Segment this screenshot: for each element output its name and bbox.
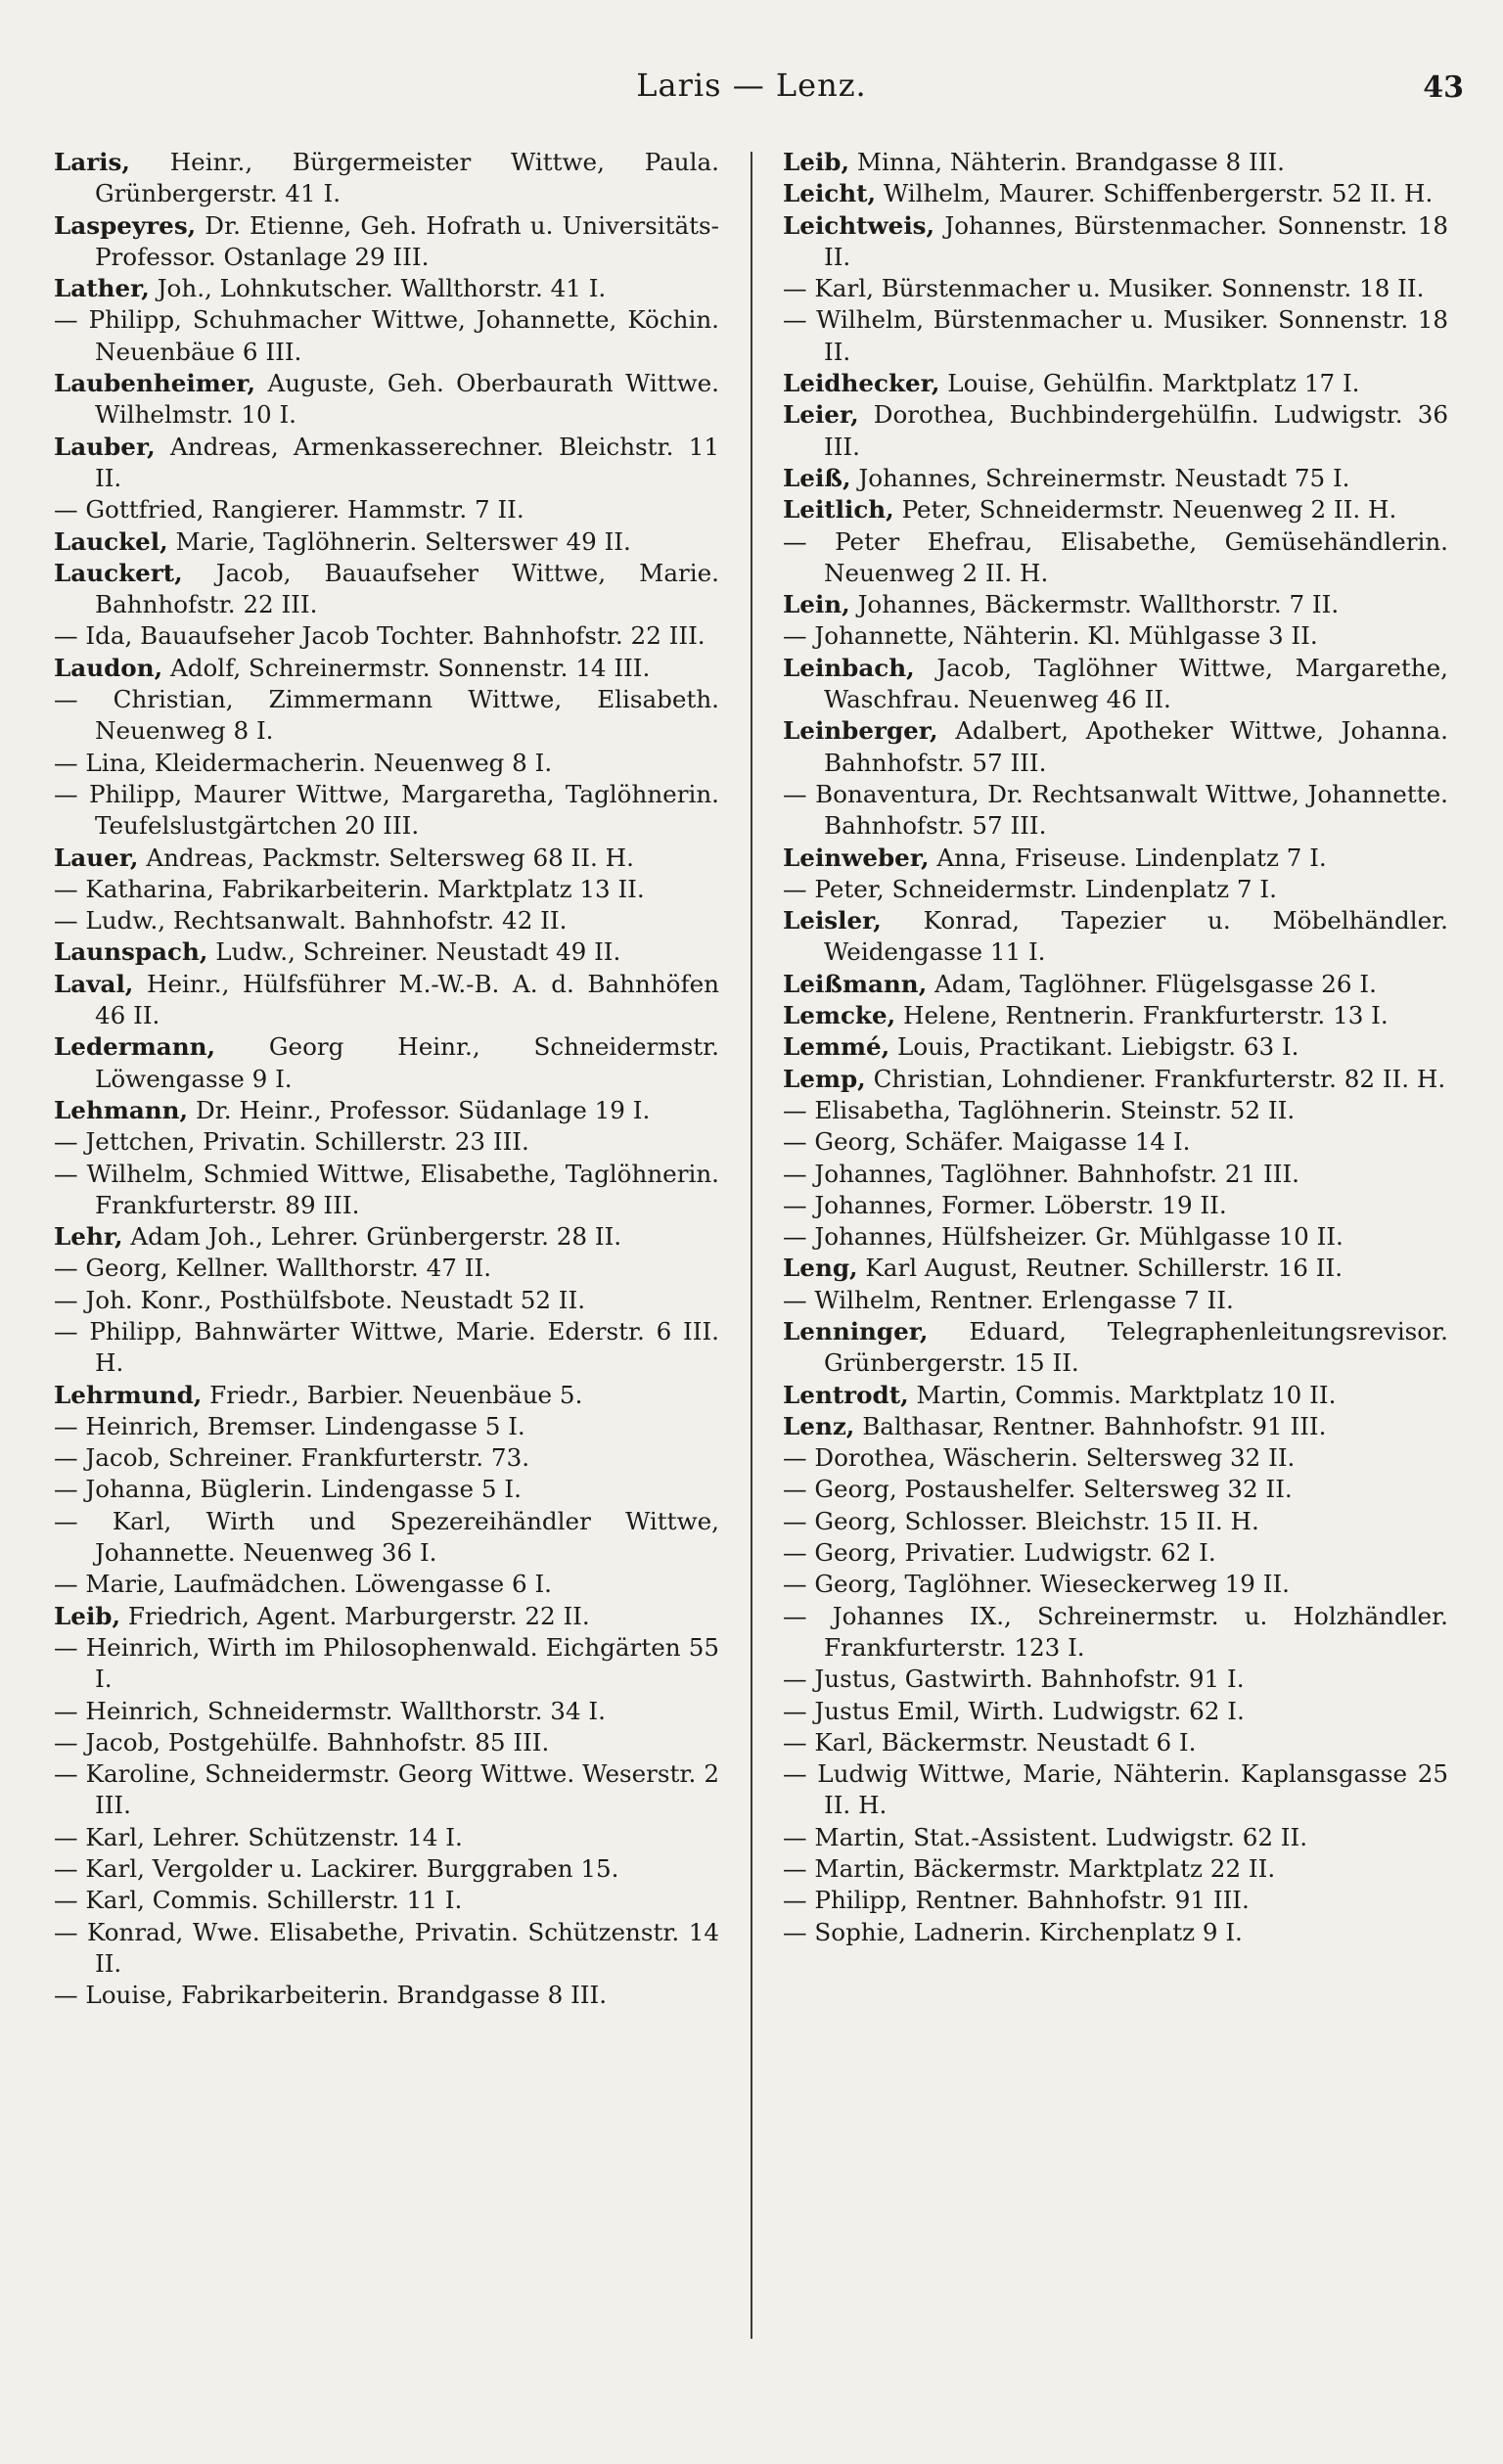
entry-details: Peter, Schneidermstr. Neuenweg 2 II. H. xyxy=(901,495,1397,525)
directory-entry xyxy=(54,210,719,274)
directory-entry xyxy=(54,653,719,684)
entry-details: — Johannes, Former. Löberstr. 19 II. xyxy=(783,1190,1227,1219)
entry-details: — Sophie, Ladnerin. Kirchenplatz 9 I. xyxy=(783,1917,1243,1946)
directory-entry xyxy=(783,1822,1448,1853)
directory-entry xyxy=(783,1853,1448,1885)
entry-details: Georg Heinr., Schneidermstr. Löwengasse 9 I. xyxy=(95,1032,719,1093)
directory-entry xyxy=(54,1316,719,1380)
directory-entry xyxy=(783,653,1448,716)
directory-entry xyxy=(783,1727,1448,1758)
entry-surname: Lehrmund, xyxy=(54,1380,203,1409)
entry-details: Jacob, Bauaufseher Wittwe, Marie. Bahnhofstr. 22 III. xyxy=(95,558,719,619)
entry-details: Helene, Rentnerin. Frankfurterstr. 13 I. xyxy=(903,1001,1389,1030)
entry-details: Heinr., Hülfsführer M.-W.-B. A. d. Bahnhöfen 46 II. xyxy=(95,969,719,1030)
directory-entry xyxy=(783,1569,1448,1600)
entry-surname: Ledermann, xyxy=(54,1032,216,1062)
entry-details: — Karl, Bürstenmacher u. Musiker. Sonnenstr. 18 II. xyxy=(783,274,1425,303)
directory-entry xyxy=(54,526,719,558)
directory-entry xyxy=(783,494,1448,525)
entry-surname: Lehmann, xyxy=(54,1095,189,1124)
entry-details: — Jacob, Postgehülfe. Bahnhofstr. 85 III. xyxy=(54,1727,550,1757)
directory-entry xyxy=(54,1727,719,1758)
entry-details: — Jettchen, Privatin. Schillerstr. 23 III. xyxy=(54,1127,529,1157)
entry-details: — Karl, Wirth und Spezereihändler Wittwe, Johannette. Neuenweg 36 I. xyxy=(54,1506,719,1568)
entry-surname: Lather, xyxy=(54,274,150,303)
entry-details: — Georg, Schlosser. Bleichstr. 15 II. H. xyxy=(783,1506,1259,1535)
entry-details: Adolf, Schreinermstr. Sonnenstr. 14 III. xyxy=(169,653,651,682)
entry-details: Johannes, Bürstenmacher. Sonnenstr. 18 II. xyxy=(824,210,1448,271)
entry-details: — Philipp, Rentner. Bahnhofstr. 91 III. xyxy=(783,1886,1250,1915)
directory-entry xyxy=(783,1917,1448,1948)
entry-surname: Lehr, xyxy=(54,1222,123,1252)
entry-details: Minna, Nähterin. Brandgasse 8 III. xyxy=(856,148,1285,176)
directory-entry xyxy=(783,1126,1448,1158)
entry-details: — Heinrich, Wirth im Philosophenwald. Eichgärten 55 I. xyxy=(54,1632,719,1694)
entry-surname: Laubenheimer, xyxy=(54,369,256,398)
directory-entry xyxy=(783,1506,1448,1537)
entry-surname: Leißmann, xyxy=(783,969,928,998)
directory-entry xyxy=(783,1474,1448,1505)
directory-entry xyxy=(783,779,1448,843)
directory-entry xyxy=(54,1822,719,1853)
entry-details: — Peter Ehefrau, Elisabethe, Gemüsehändlerin. Neuenweg 2 II. H. xyxy=(783,526,1448,587)
entry-surname: Lauber, xyxy=(54,432,156,461)
entry-details: Dr. Etienne, Geh. Hofrath u. Universitäts-Professor. Ostanlage 29 III. xyxy=(95,210,719,271)
entry-details: — Georg, Privatier. Ludwigstr. 62 I. xyxy=(783,1538,1216,1568)
directory-entry xyxy=(783,1190,1448,1221)
entry-surname: Leinbach, xyxy=(783,653,915,682)
directory-entry xyxy=(54,1285,719,1316)
entry-surname: Launspach, xyxy=(54,937,208,967)
directory-entry xyxy=(783,526,1448,590)
entry-surname: Leicht, xyxy=(783,179,877,208)
entry-details: — Louise, Fabrikarbeiterin. Brandgasse 8 III. xyxy=(54,1981,608,2010)
directory-entry xyxy=(783,905,1448,969)
entry-details: — Philipp, Schuhmacher Wittwe, Johannette, Köchin. Neuenbäue 6 III. xyxy=(54,305,719,366)
entry-details: — Ludw., Rechtsanwalt. Bahnhofstr. 42 II. xyxy=(54,906,568,935)
entry-surname: Lauckert, xyxy=(54,558,183,587)
left-column xyxy=(54,147,719,2012)
directory-entry xyxy=(54,273,719,304)
directory-entry xyxy=(783,969,1448,1000)
directory-entry xyxy=(54,1980,719,2011)
entry-details: Adam Joh., Lehrer. Grünbergerstr. 28 II. xyxy=(130,1222,622,1252)
directory-entry xyxy=(54,1126,719,1158)
entry-details: Louise, Gehülfin. Marktplatz 17 I. xyxy=(947,369,1360,398)
directory-entry xyxy=(783,1442,1448,1474)
directory-entry xyxy=(783,1253,1448,1284)
entry-surname: Lemp, xyxy=(783,1064,866,1093)
entry-details: — Peter, Schneidermstr. Lindenplatz 7 I. xyxy=(783,874,1277,903)
entry-surname: Leiß, xyxy=(783,463,851,492)
entry-details: — Bonaventura, Dr. Rechtsanwalt Wittwe, Johannette. Bahnhofstr. 57 III. xyxy=(783,779,1448,841)
directory-entry xyxy=(54,432,719,495)
entry-details: — Heinrich, Schneidermstr. Wallthorstr. 34 I. xyxy=(54,1696,606,1725)
entry-surname: Laval, xyxy=(54,969,134,998)
entry-surname: Leinberger, xyxy=(783,716,938,746)
entry-details: Adalbert, Apotheker Wittwe, Johanna. Bahnhofstr. 57 III. xyxy=(824,716,1448,777)
entry-details: — Katharina, Fabrikarbeiterin. Marktplatz 13 II. xyxy=(54,874,645,903)
directory-entry xyxy=(783,178,1448,209)
entry-details: Christian, Lohndiener. Frankfurterstr. 82 II. H. xyxy=(873,1064,1446,1093)
directory-entry xyxy=(54,1380,719,1411)
entry-details: Eduard, Telegraphenleitungsrevisor. Grünbergerstr. 15 II. xyxy=(824,1316,1448,1378)
entry-details: — Karl, Bäckermstr. Neustadt 6 I. xyxy=(783,1727,1197,1757)
running-title: Laris — Lenz. xyxy=(636,67,867,104)
entry-surname: Leib, xyxy=(783,148,850,176)
directory-entry xyxy=(54,620,719,652)
entry-details: — Lina, Kleidermacherin. Neuenweg 8 I. xyxy=(54,748,553,777)
directory-entry xyxy=(783,1758,1448,1822)
directory-entry xyxy=(54,684,719,748)
entry-details: Louis, Practikant. Liebigstr. 63 I. xyxy=(897,1032,1299,1062)
entry-details: Martin, Commis. Marktplatz 10 II. xyxy=(916,1380,1337,1409)
entry-details: Heinr., Bürgermeister Wittwe, Paula. Grünbergerstr. 41 I. xyxy=(95,148,719,208)
entry-details: — Justus, Gastwirth. Bahnhofstr. 91 I. xyxy=(783,1665,1245,1694)
entry-surname: Lemmé, xyxy=(783,1032,890,1062)
entry-surname: Leisler, xyxy=(783,906,882,935)
directory-entry xyxy=(54,1031,719,1095)
directory-entry xyxy=(54,1632,719,1696)
directory-entry xyxy=(783,1064,1448,1095)
directory-entry xyxy=(54,1411,719,1442)
directory-entry xyxy=(783,1221,1448,1253)
directory-entry xyxy=(783,620,1448,652)
directory-entry xyxy=(783,843,1448,874)
entry-details: — Johannette, Nähterin. Kl. Mühlgasse 3 II. xyxy=(783,621,1318,651)
directory-entry xyxy=(54,1095,719,1126)
entry-details: Andreas, Packmstr. Seltersweg 68 II. H. xyxy=(146,843,634,872)
directory-entry xyxy=(783,1696,1448,1727)
directory-entry xyxy=(54,1601,719,1632)
entry-details: — Georg, Taglöhner. Wieseckerweg 19 II. xyxy=(783,1570,1291,1599)
right-column xyxy=(783,147,1448,1948)
entry-details: — Wilhelm, Bürstenmacher u. Musiker. Sonnenstr. 18 II. xyxy=(783,305,1448,366)
directory-entry xyxy=(54,1853,719,1885)
directory-entry xyxy=(54,368,719,432)
entry-details: — Karoline, Schneidermstr. Georg Wittwe. Weserstr. 2 III. xyxy=(54,1759,719,1820)
entry-details: — Johannes IX., Schreinermstr. u. Holzhändler. Frankfurterstr. 123 I. xyxy=(783,1601,1448,1662)
entry-details: Marie, Taglöhnerin. Selterswег 49 II. xyxy=(175,526,631,556)
entry-details: — Karl, Vergolder u. Lackirer. Burggraben 15. xyxy=(54,1854,619,1884)
entry-details: Johannes, Bäckermstr. Wallthorstr. 7 II. xyxy=(857,590,1340,619)
directory-entry xyxy=(783,399,1448,463)
entry-details: — Karl, Commis. Schillerstr. 11 I. xyxy=(54,1886,463,1915)
entry-details: — Dorothea, Wäscherin. Seltersweg 32 II. xyxy=(783,1443,1296,1473)
directory-entry xyxy=(54,1758,719,1822)
entry-details: — Jacob, Schreiner. Frankfurterstr. 73. xyxy=(54,1443,530,1473)
entry-details: Jacob, Taglöhner Wittwe, Margarethe, Waschfrau. Neuenweg 46 II. xyxy=(824,653,1448,714)
entry-details: — Martin, Bäckermstr. Marktplatz 22 II. xyxy=(783,1854,1276,1884)
directory-entry xyxy=(54,1885,719,1916)
entry-details: Friedr., Barbier. Neuenbäue 5. xyxy=(209,1380,583,1409)
directory-entry xyxy=(54,1221,719,1253)
directory-entry xyxy=(783,1601,1448,1665)
entry-details: Joh., Lohnkutscher. Wallthorstr. 41 I. xyxy=(157,274,607,303)
directory-entry xyxy=(54,494,719,525)
entry-details: — Christian, Zimmermann Wittwe, Elisabeth. Neuenweg 8 I. xyxy=(54,685,719,746)
directory-entry xyxy=(54,843,719,874)
directory-entry xyxy=(54,558,719,621)
entry-details: — Marie, Laufmädchen. Löwengasse 6 I. xyxy=(54,1570,552,1599)
entry-details: — Konrad, Wwe. Elisabethe, Privatin. Schützenstr. 14 II. xyxy=(54,1917,719,1978)
directory-entry xyxy=(54,748,719,779)
entry-details: Dr. Heinr., Professor. Südanlage 19 I. xyxy=(195,1095,651,1124)
entry-details: — Joh. Konr., Posthülfsbote. Neustadt 52 II. xyxy=(54,1285,586,1314)
directory-entry xyxy=(54,1917,719,1981)
directory-entry xyxy=(54,969,719,1032)
directory-entry xyxy=(54,1253,719,1284)
entry-surname: Lenz, xyxy=(783,1411,855,1440)
column-divider xyxy=(751,152,752,2339)
entry-surname: Leinweber, xyxy=(783,843,930,872)
entry-surname: Lauer, xyxy=(54,843,139,872)
directory-entry xyxy=(783,1664,1448,1695)
directory-entry xyxy=(783,147,1448,178)
entry-surname: Lemcke, xyxy=(783,1001,896,1030)
entry-surname: Leier, xyxy=(783,400,859,430)
entry-details: — Karl, Lehrer. Schützenstr. 14 I. xyxy=(54,1822,463,1851)
directory-entry xyxy=(54,1159,719,1222)
directory-entry xyxy=(783,210,1448,274)
directory-entry xyxy=(783,1885,1448,1916)
directory-entry xyxy=(783,368,1448,399)
entry-details: — Philipp, Maurer Wittwe, Margaretha, Taglöhnerin. Teufelslustgärtchen 20 III. xyxy=(54,779,719,841)
directory-entry xyxy=(783,715,1448,779)
directory-entry xyxy=(783,874,1448,905)
entry-details: — Ludwig Wittwe, Marie, Nähterin. Kaplansgasse 25 II. H. xyxy=(783,1759,1448,1820)
entry-details: Balthasar, Rentner. Bahnhofstr. 91 III. xyxy=(862,1411,1327,1440)
directory-entry xyxy=(783,1316,1448,1380)
entry-details: — Georg, Kellner. Wallthorstr. 47 II. xyxy=(54,1254,492,1283)
entry-surname: Leib, xyxy=(54,1601,121,1630)
directory-entry xyxy=(783,1411,1448,1442)
entry-details: — Johannes, Taglöhner. Bahnhofstr. 21 III. xyxy=(783,1159,1299,1188)
directory-entry xyxy=(54,1569,719,1600)
entry-surname: Leichtweis, xyxy=(783,210,935,240)
entry-details: Karl August, Reutner. Schillerstr. 16 II. xyxy=(865,1254,1344,1283)
entry-details: — Heinrich, Bremser. Lindengasse 5 I. xyxy=(54,1411,525,1440)
directory-entry xyxy=(54,1506,719,1570)
entry-surname: Laspeyres, xyxy=(54,210,197,240)
entry-details: — Gottfried, Rangierer. Hammstr. 7 II. xyxy=(54,495,524,525)
directory-entry xyxy=(54,304,719,368)
page-number: 43 xyxy=(1423,70,1464,105)
entry-details: — Martin, Stat.-Assistent. Ludwigstr. 62 II. xyxy=(783,1822,1308,1851)
entry-details: — Wilhelm, Schmied Wittwe, Elisabethe, Taglöhnerin. Frankfurterstr. 89 III. xyxy=(54,1159,719,1219)
entry-details: Dorothea, Buchbindergehülfin. Ludwigstr. 36 III. xyxy=(824,400,1448,461)
entry-surname: Lauckel, xyxy=(54,526,168,556)
directory-entry xyxy=(783,1000,1448,1031)
directory-entry xyxy=(783,1031,1448,1063)
entry-details: Wilhelm, Maurer. Schiffenbergerstr. 52 II. H. xyxy=(883,179,1434,208)
page-header xyxy=(0,59,1503,117)
directory-entry xyxy=(783,589,1448,620)
directory-entry xyxy=(54,905,719,936)
directory-entry xyxy=(783,1285,1448,1316)
directory-entry xyxy=(54,874,719,905)
directory-entry xyxy=(783,1380,1448,1411)
entry-details: — Johannes, Hülfsheizer. Gr. Mühlgasse 10 II. xyxy=(783,1222,1344,1252)
directory-entry xyxy=(783,1537,1448,1569)
entry-surname: Laris, xyxy=(54,148,130,176)
directory-entry xyxy=(54,936,719,968)
directory-entry xyxy=(54,1442,719,1474)
directory-entry xyxy=(54,1474,719,1505)
entry-surname: Laudon, xyxy=(54,653,163,682)
entry-details: — Elisabetha, Taglöhnerin. Steinstr. 52 II. xyxy=(783,1095,1296,1124)
entry-details: — Georg, Schäfer. Maigasse 14 I. xyxy=(783,1127,1191,1157)
entry-surname: Leidhecker, xyxy=(783,369,940,398)
entry-surname: Leng, xyxy=(783,1254,858,1283)
entry-details: — Johanna, Büglerin. Lindengasse 5 I. xyxy=(54,1475,522,1504)
entry-details: — Justus Emil, Wirth. Ludwigstr. 62 I. xyxy=(783,1696,1245,1725)
entry-details: — Georg, Postaushelfer. Seltersweg 32 II. xyxy=(783,1475,1293,1504)
entry-details: — Philipp, Bahnwärter Wittwe, Marie. Ederstr. 6 III. H. xyxy=(54,1316,719,1378)
directory-entry xyxy=(783,463,1448,494)
directory-entry xyxy=(783,273,1448,304)
entry-details: Konrad, Tapezier u. Möbelhändler. Weidengasse 11 I. xyxy=(824,906,1448,967)
entry-details: Anna, Friseuse. Lindenplatz 7 I. xyxy=(936,843,1327,872)
entry-details: Johannes, Schreinermstr. Neustadt 75 I. xyxy=(858,463,1350,492)
entry-surname: Lenninger, xyxy=(783,1316,929,1346)
entry-details: Friedrich, Agent. Marburgerstr. 22 II. xyxy=(127,1601,590,1630)
entry-surname: Leitlich, xyxy=(783,495,894,525)
directory-entry xyxy=(54,1696,719,1727)
directory-entry xyxy=(54,147,719,210)
entry-details: Ludw., Schreiner. Neustadt 49 II. xyxy=(215,937,621,967)
entry-details: Andreas, Armenkasserechner. Bleichstr. 11 II. xyxy=(95,432,719,492)
entry-details: — Wilhelm, Rentner. Erlengasse 7 II. xyxy=(783,1285,1234,1314)
directory-entry xyxy=(54,779,719,843)
directory-entry xyxy=(783,1159,1448,1190)
entry-details: Adam, Taglöhner. Flügelsgasse 26 I. xyxy=(934,969,1377,998)
entry-surname: Lein, xyxy=(783,590,850,619)
entry-details: Auguste, Geh. Oberbaurath Wittwe. Wilhelmstr. 10 I. xyxy=(95,369,719,430)
entry-details: — Ida, Bauaufseher Jacob Tochter. Bahnhofstr. 22 III. xyxy=(54,621,706,651)
entry-surname: Lentrodt, xyxy=(783,1380,909,1409)
directory-entry xyxy=(783,304,1448,368)
directory-entry xyxy=(783,1095,1448,1126)
